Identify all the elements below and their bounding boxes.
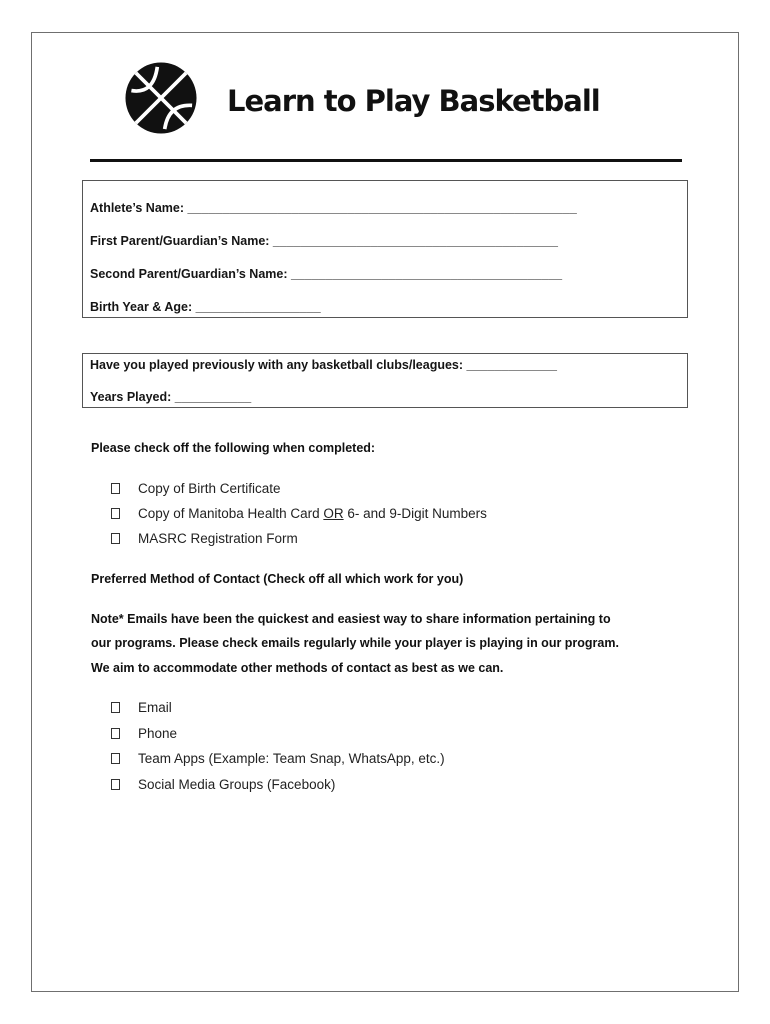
checkbox-icon[interactable] [111, 533, 120, 544]
checklist-item[interactable] [111, 531, 298, 546]
contact-option-label: Team Apps (Example: Team Snap, WhatsApp, etc.) [138, 751, 445, 766]
contact-option[interactable] [111, 726, 177, 741]
first-parent-field[interactable]: First Parent/Guardian’s Name: _________________________________________ [90, 234, 558, 248]
note-line: We aim to accommodate other methods of contact as best as we can. [91, 661, 504, 675]
checkbox-icon[interactable] [111, 508, 120, 519]
contact-option-label: Social Media Groups (Facebook) [138, 777, 336, 792]
birth-year-age-field[interactable]: Birth Year & Age: __________________ [90, 300, 321, 314]
checkbox-icon[interactable] [111, 702, 120, 713]
title-divider [90, 159, 682, 162]
checklist-item-label: Copy of Birth Certificate [138, 481, 281, 496]
contact-option[interactable] [111, 777, 335, 792]
contact-option[interactable] [111, 700, 172, 715]
years-played-field[interactable]: Years Played: ___________ [90, 390, 252, 404]
contact-option-label: Email [138, 700, 172, 715]
checklist-item[interactable] [111, 506, 487, 521]
checkbox-icon[interactable] [111, 728, 120, 739]
checklist-item-label: MASRC Registration Form [138, 531, 298, 546]
note-line: our programs. Please check emails regularly while your player is playing in our program. [91, 636, 619, 650]
note-line: Note* Emails have been the quickest and easiest way to share information pertaining to [91, 612, 611, 626]
checkbox-icon[interactable] [111, 483, 120, 494]
basketball-icon [124, 61, 198, 135]
checklist-item-label: Copy of Manitoba Health Card OR 6- and 9-Digit Numbers [138, 506, 487, 521]
second-parent-field[interactable]: Second Parent/Guardian’s Name: _______________________________________ [90, 267, 563, 281]
contact-option[interactable] [111, 751, 445, 766]
checklist-item[interactable] [111, 481, 281, 496]
checkbox-icon[interactable] [111, 779, 120, 790]
checkbox-icon[interactable] [111, 753, 120, 764]
athlete-name-field[interactable]: Athlete’s Name: ________________________________________________________ [90, 201, 577, 215]
contact-heading: Preferred Method of Contact (Check off all which work for you) [91, 572, 464, 586]
or-emphasis: OR [323, 506, 344, 521]
contact-option-label: Phone [138, 726, 178, 741]
page-title: Learn to Play Basketball [227, 84, 600, 118]
played-previously-field[interactable]: Have you played previously with any basketball clubs/leagues: _____________ [90, 358, 557, 372]
checklist-heading: Please check off the following when completed: [91, 441, 376, 455]
